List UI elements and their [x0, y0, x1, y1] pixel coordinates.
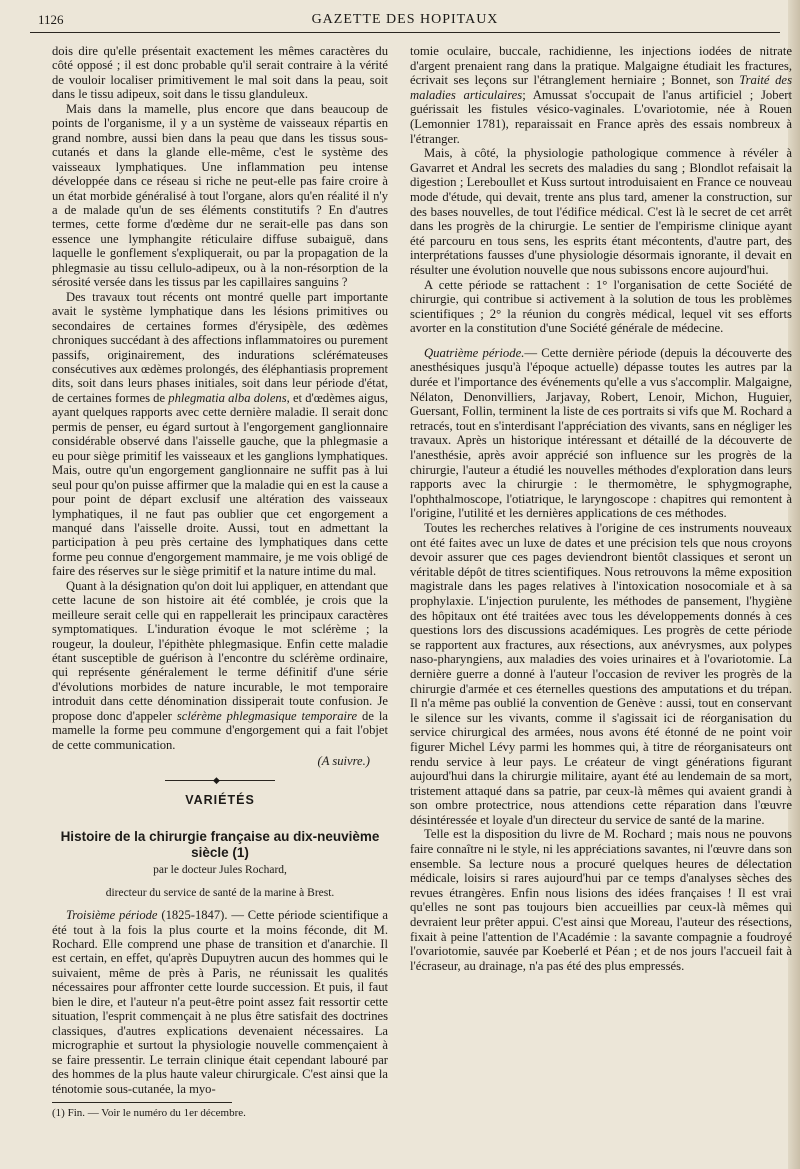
spacer [410, 336, 792, 346]
italic-title: Traité des maladies articulaires [410, 73, 793, 102]
paragraph-text: Cette période scientifique a été tout à la fois la plus courte et la moins féconde, dit M. Rochard. Elle comprend une phase de transition et d'anarchie. Il est certain, en effet, qu'après Dupuytren aucun des hommes qui le suivaient, même de près à Paris, ne réunissait les qualités nécessaires pour affronter cette lourde succession. Et puis, il faut bien le dire, et l'auteur n'a peut-être point assez fait ressortir cette situation, l'esprit commençait à ne plus être satisfait des doctrines classiques, d'autres explications devenaient nécessaires. La micrographie et surtout la physiologie nouvelle commençaient à se faire pressentir. Le terrain clinique était cependant labouré par des hommes de la plus haute valeur chirurgicale. C'est ainsi que la ténotomie sous-cutanée, la myo- [52, 908, 388, 1096]
paragraph-text: de la mamelle la forme peu commune d'engorgement qui a fait l'objet de cette communication. [52, 708, 388, 752]
paragraph-text: ; Amussat s'occupait de l'anus artificiel ; Jobert guérissait les fistules vésico-vaginales. L'ovariotomie, née à Rouen (Lemonnier 1781), reparaissait en France après des essais nombreux à l'étranger. [410, 87, 792, 146]
byline: par le docteur Jules Rochard, [153, 864, 287, 877]
ornamental-divider [165, 780, 275, 781]
paragraph: Telle est la disposition du livre de M. Rochard ; mais nous ne pouvons faire connaître ni le style, ni les appréciations savantes, ni l'œuvre dans son ensemble. Sa lecture nous a procuré quelques heures de délectation médicale, loisirs si rares aujourd'hui par ce temps d'analyses sèches des revues étrangères. Enfin nous lisions des idées françaises ! Il est vrai qu'elles ne sont pas toujours bien accueillies par ceux-là mêmes qui devraient leur prêter appui. C'est ainsi que Moreau, l'auteur des résections, fixait à peine l'attention de l'Académie : la savante compagnie a foudroyé l'ovariotomie, sauvée par Koeberlé et Péan ; et de nos jours l'accueil fait à l'écraseur, au drainage, n'a pas été des plus empressés. [410, 827, 792, 973]
page-number: 1126 [38, 12, 64, 27]
page-header [30, 10, 780, 33]
article-title: Histoire de la chirurgie française au dix-neuvième siècle (1) [60, 829, 380, 861]
period-label: Quatrième période. [424, 345, 525, 360]
period-dates: (1825-1847). — [161, 908, 244, 923]
period-label: Troisième période [66, 908, 158, 923]
paragraph: Toutes les recherches relatives à l'origine de ces instruments nouveaux ont été faites avec un luxe de dates et une précision tels que nous croyons devoir assurer que ces pages deviendront bientôt classiques et seront un véritable dépôt de titres scientifiques. Nous retrouvons la même exposition magistrale dans les pages relatives à l'intoxication nosocomiale et à sa prophylaxie. L'injection purulente, les méthodes de pansement, l'hygiène des hôpitaux ont été traitées avec tous les développements donnés à ces questions lors des discussions académiques. Les progrès de cette période se rapportent aux fractures, aux résections, aux anévrysmes, aux polypes naso-pharyngiens, aux maladies des voies urinaires et à l'ovariotomie. La dernière guerre a donné à l'auteur l'occasion de reviver les progrès de la chirurgie d'armée et ces éternelles questions des amputations et du trépan. Il n'a même pas oublié la convention de Genève : aussi, tout en conservant le silence sur les vivants, comme il s'agissait ici de réorganisation du service chirurgical des armées, nous avons été étonné de ne point voir figurer Michel Lévy parmi les hommes qui, à titre de réorganisateurs ont rendu service à leur pays. Le créateur de vingt générations figurant aujourd'hui dans la chirurgie militaire, ayant été au lendemain de sa mort, tristement attaqué dans sa patrie, par ceux-là mêmes qui avaient grandi à son ombre protectrice, nous attendions cette réparation dans l'œuvre désintéressée et loyale d'un directeur du service de santé de la marine. [410, 521, 792, 827]
italic-term: phlegmatia alba dolens [168, 390, 287, 405]
paragraph: dois dire qu'elle présentait exactement les mêmes caractères du côté opposé ; il est donc probable qu'il serait contraire à la vérité de vouloir localiser primitivement le mal soit dans la peau, soit dans le tissu adipeux, soit dans le tissu glanduleux. [52, 44, 388, 102]
paragraph-text: tomie oculaire, buccale, rachidienne, les injections iodées de nitrate d'argent prenaient rang dans la pratique. Malgaigne étudiait les fractures, écrivait ses leçons sur l'étranglement herniaire ; Bonnet, son [410, 44, 792, 88]
left-column [52, 44, 388, 1120]
paragraph [52, 290, 388, 579]
paragraph: Mais dans la mamelle, plus encore que dans beaucoup de points de l'organisme, il y a un système de vaisseaux répartis en grand nombre, aussi bien dans la peau que dans les tissus sous-cutanés et dans la glande elle-même, c'est le système des vaisseaux lymphatiques. Une inflammation peu intense développée dans ce réseau si riche ne peut-elle pas faire croire à un état morbide généralisé à tout l'organe, alors qu'en réalité il n'y a de malade qu'un de ses éléments constitutifs ? En d'autres termes, cette forme d'œdème dur ne serait-elle pas dans son essence une lymphangite réticulaire diffuse subaiguë, dans laquelle le gonflement s'expliquerait, ou par la propagation de la phlegmasie au tissu cellulo-adipeux, ou à la non-résorption de la sérosité versée dans les tissus par les capillaires sanguins ? [52, 101, 388, 290]
paragraph-text: Des travaux tout récents ont montré quelle part importante avait le système lymphatique dans les lésions primitives ou secondaires de certaines formes d'érysipèle, des œdèmes chroniques succédant à des affections inflammatoires ou purement passifs, originairement, des indurations sclérémateuses consécutives aux œdèmes prolongés, des éléphantiasis proprement dits, soit dans leurs phases initiales, soit dans leur période d'état, de certaines formes de [52, 289, 388, 405]
paragraph [52, 579, 388, 752]
byline-role: directeur du service de santé de la marine à Brest. [105, 887, 335, 900]
paragraph: A cette période se rattachent : 1° l'organisation de cette Société de chirurgie, qui contribue si activement à la solution de tous les problèmes scientifiques ; 2° la réunion du congrès médical, lequel vit ses efforts avorter en la constitution d'une Société générale de médecine. [410, 277, 792, 336]
paragraph: Mais, à côté, la physiologie pathologique commence à révéler à Gavarret et Andral les secrets des maladies du sang ; Blondlot refaisait la digestion ; Lereboullet et Kuss surtout introduisaient en France ce nouveau mode d'étude, qui devait, trente ans plus tard, amener la construction, sur des bases nouvelles, de tout l'édifice médical. C'est là le secret de cet arrêt dans les progrès de la chirurgie. Le sentier de l'empirisme clinique ayant été parcouru en tous sens, les esprits étant mécontents, d'autre part, des interprétations fausses d'une physiologie désormais ignorante, il devait en résulter une évolution nouvelle que nous subissons encore aujourd'hui. [410, 146, 792, 277]
to-be-continued-text: (A suivre.) [317, 754, 370, 769]
section-heading: VARIÉTÉS [185, 792, 255, 807]
paragraph [410, 44, 792, 146]
paragraph [52, 908, 388, 1096]
right-column [410, 44, 792, 973]
paragraph-text: — Cette dernière période (depuis la découverte des anesthésiques jusqu'à l'époque actuelle) dépasse toutes les autres par la durée et l'importance des événements qu'elle a vus s'accomplir. Malgaigne, Nélaton, Denonvilliers, Jarjavay, Robert, Lenoir, Michon, Huguier, Guersant, Follin, terminent la liste de ces portraits si vifs que M. Rochard a retracés, tout en s'interdisant l'appréciation des vivants, sans en négliger les travaux. Après un historique intéressant et détaillé de la découverte de l'anesthésie, après avoir apprécié son influence sur les progrès de la chirurgie, l'auteur a étudié les nouvelles méthodes d'exploration dans leurs rapports avec la chirurgie : le thermomètre, le sphygmographe, l'ophthalmoscope, l'otiatrique, le laryngoscope : chapitres qui remontent à l'origine, l'utilité et les dernières applications de ces méthodes. [410, 345, 792, 521]
italic-term: sclérème phlegmasique temporaire [176, 708, 358, 723]
to-be-continued [52, 754, 388, 768]
paragraph-text: , et d'œdèmes aigus, ayant quelques rapports avec cette dernière maladie. Il serait donc permis de penser, eu égard surtout à l'engorgement ganglionnaire considérable observé dans l'aisselle gauche, que la phlegmasie a eu pour siège primitif les vaisseaux et les ganglions lymphatiques. Mais, outre qu'un engorgement ganglionnaire ne suffit pas à lui seul pour qu'on puisse affirmer que la maladie qui en est la cause a pour point de départ exclusif une altération des vaisseaux lymphatiques, il ne faut pas oublier que cet engorgement a manqué dans l'aisselle droite. Aussi, tout en admettant la participation à peu près certaine des lymphatiques dans cette forme peu connue d'engorgement mammaire, je me vois obligé de faire des réserves sur le siège primitif et la nature intime du mal. [52, 390, 389, 579]
running-title: GAZETTE DES HOPITAUX [311, 12, 499, 27]
paragraph-text: Quant à la désignation qu'on doit lui appliquer, en attendant que cette lacune de son histoire ait été comblée, je crois que la meilleure serait celle qui en rappellerait les principaux caractères symptomatiques. L'induration évoque le mot sclérème ; la rougeur, la douleur, l'épithète phlegmasique. Enfin cette maladie étant susceptible de guérison à l'encontre du sclérème ordinaire, qui représente généralement le terme définitif d'une série d'évolutions morbides de nature incurable, le mot temporaire introduit dans cette dénomination dissiperait toute confusion. Je propose donc d'appeler [52, 578, 388, 723]
footnote: (1) Fin. — Voir le numéro du 1er décembre. [52, 1102, 232, 1120]
paragraph [410, 346, 792, 521]
